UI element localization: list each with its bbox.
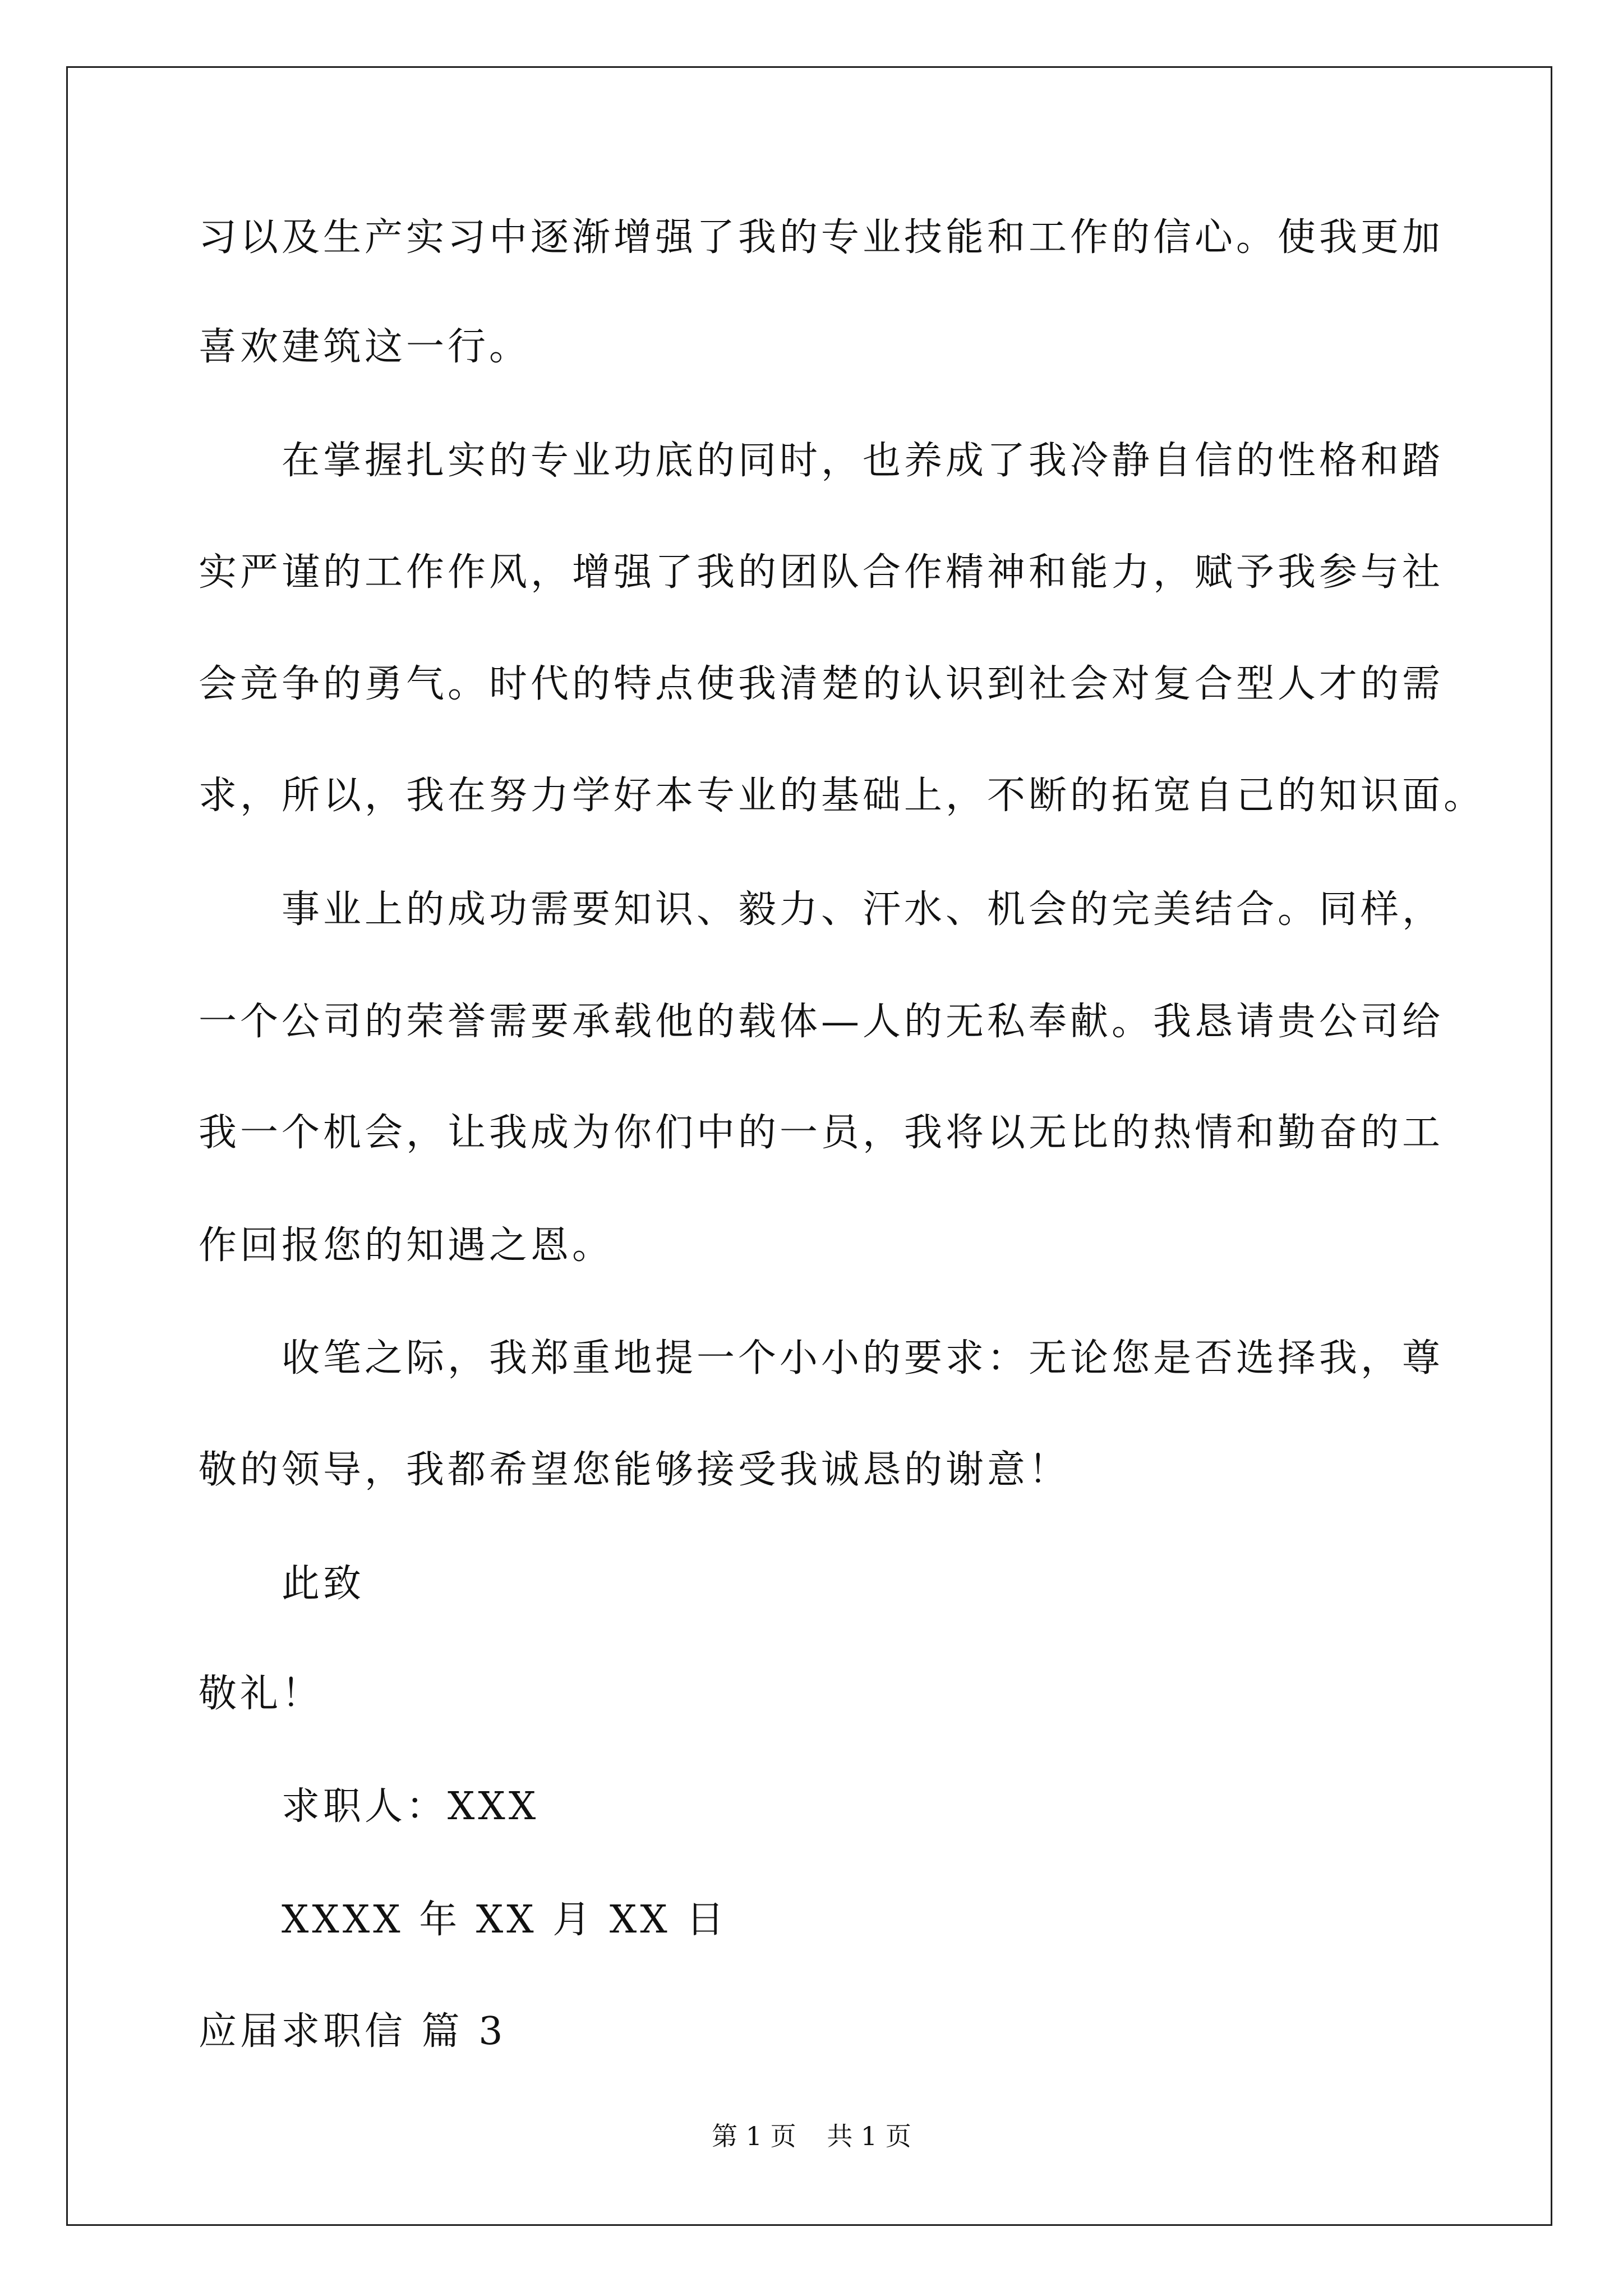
paragraph-line: 在掌握扎实的专业功底的同时，也养成了我冷静自信的性格和踏	[282, 439, 1444, 483]
body-line: 习以及生产实习中逐渐增强了我的专业技能和工作的信心。使我更加	[199, 215, 1444, 260]
closing-salutation: 此致	[282, 1562, 365, 1606]
body-line: 实严谨的工作作风，增强了我的团队合作精神和能力，赋予我参与社	[199, 550, 1444, 595]
letter-date: XXXX 年 XX 月 XX 日	[282, 1898, 728, 1942]
body-line: 敬的领导，我都希望您能够接受我诚恳的谢意！	[199, 1448, 1071, 1492]
body-line: 喜欢建筑这一行。	[199, 325, 531, 369]
paragraph-line: 事业上的成功需要知识、毅力、汗水、机会的完美结合。同样，	[282, 887, 1444, 932]
body-line: 求，所以，我在努力学好本专业的基础上，不断的拓宽自己的知识面。	[199, 774, 1486, 818]
body-line: 作回报您的知遇之恩。	[199, 1223, 614, 1268]
page-total: 共 1 页	[827, 2121, 911, 2151]
paragraph-line: 收笔之际，我郑重地提一个小小的要求：无论您是否选择我，尊	[282, 1336, 1444, 1381]
body-line: 会竞争的勇气。时代的特点使我清楚的认识到社会对复合型人才的需	[199, 662, 1444, 706]
body-line: 一个公司的荣誉需要承载他的载体—人的无私奉献。我恳请贵公司给	[199, 1000, 1444, 1044]
page-footer	[0, 2123, 1623, 2149]
page-number: 第 1 页	[712, 2121, 796, 2151]
section-heading: 应届求职信 篇 3	[199, 2009, 506, 2054]
applicant-signature: 求职人：XXX	[282, 1784, 540, 1829]
body-line: 我一个机会，让我成为你们中的一员，我将以无比的热情和勤奋的工	[199, 1111, 1444, 1155]
closing-regards: 敬礼！	[199, 1672, 324, 1716]
